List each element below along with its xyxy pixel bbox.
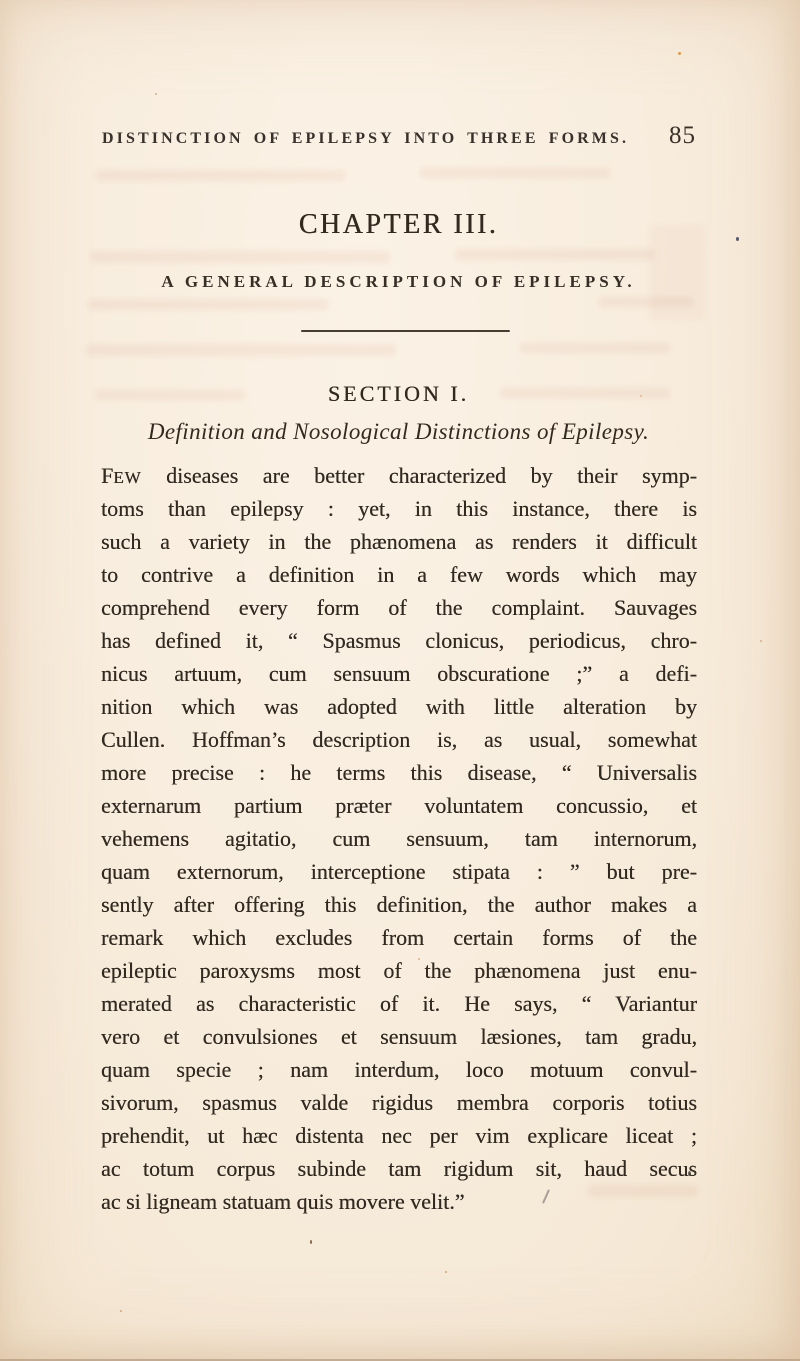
lead-capital: F [101, 463, 114, 488]
body-line: quam externorum, interceptione stipata : ” but pre- [101, 859, 697, 884]
body-line: toms than epilepsy : yet, in this instance, there is [101, 496, 697, 521]
divider-rule [301, 330, 510, 332]
body-line: comprehend every form of the complaint. Sauvages [101, 595, 697, 620]
body-line: ac totum corpus subinde tam rigidum sit, haud secus [101, 1156, 697, 1181]
body-line: vehemens agitatio, cum sensuum, tam internorum, [101, 826, 697, 851]
body-line: to contrive a definition in a few words which may [101, 562, 697, 587]
body-line: nicus artuum, cum sensuum obscuratione ;” a defi- [101, 661, 697, 686]
body-line: has defined it, “ Spasmus clonicus, periodicus, chro- [101, 628, 697, 653]
body-line: sently after offering this definition, the author makes a [101, 892, 697, 917]
chapter-heading: CHAPTER III. [298, 209, 499, 240]
chapter-subtitle: A GENERAL DESCRIPTION OF EPILEPSY. [161, 272, 636, 291]
body-line: quam specie ; nam interdum, loco motuum convul- [101, 1057, 697, 1082]
body-line: sivorum, spasmus valde rigidus membra corporis totius [101, 1090, 697, 1115]
body-line: more precise : he terms this disease, “ Universalis [101, 760, 697, 785]
body-line: prehendit, ut hæc distenta nec per vim explicare liceat ; [101, 1123, 697, 1148]
body-line: epileptic paroxysms most of the phænomena just enu- [101, 958, 697, 983]
body-line: ac si ligneam statuam quis movere velit.” [101, 1189, 465, 1214]
body-line: externarum partium præter voluntatem concussio, et [101, 793, 697, 818]
body-line: such a variety in the phænomena as renders it difficult [101, 529, 697, 554]
running-head [102, 122, 696, 150]
body-line: nition which was adopted with little alteration by [101, 694, 697, 719]
running-head-title: DISTINCTION OF EPILEPSY INTO THREE FORMS. [102, 130, 630, 147]
page-number: 85 [669, 122, 696, 149]
body-line: merated as characteristic of it. He says, “ Variantur [101, 991, 697, 1016]
body-line: Cullen. Hoffman’s description is, as usual, somewhat [101, 727, 697, 752]
section-subtitle: Definition and Nosological Distinctions of Epilepsy. [147, 419, 650, 444]
body-text [101, 459, 697, 1218]
body-line: vero et convulsiones et sensuum læsiones, tam gradu, [101, 1024, 697, 1049]
lead-smallcaps: EW [113, 468, 142, 487]
body-line: remark which excludes from certain forms of the [101, 925, 697, 950]
section-heading: SECTION I. [327, 381, 470, 406]
body-line: FEW diseases are better characterized by their symp- [101, 463, 697, 488]
